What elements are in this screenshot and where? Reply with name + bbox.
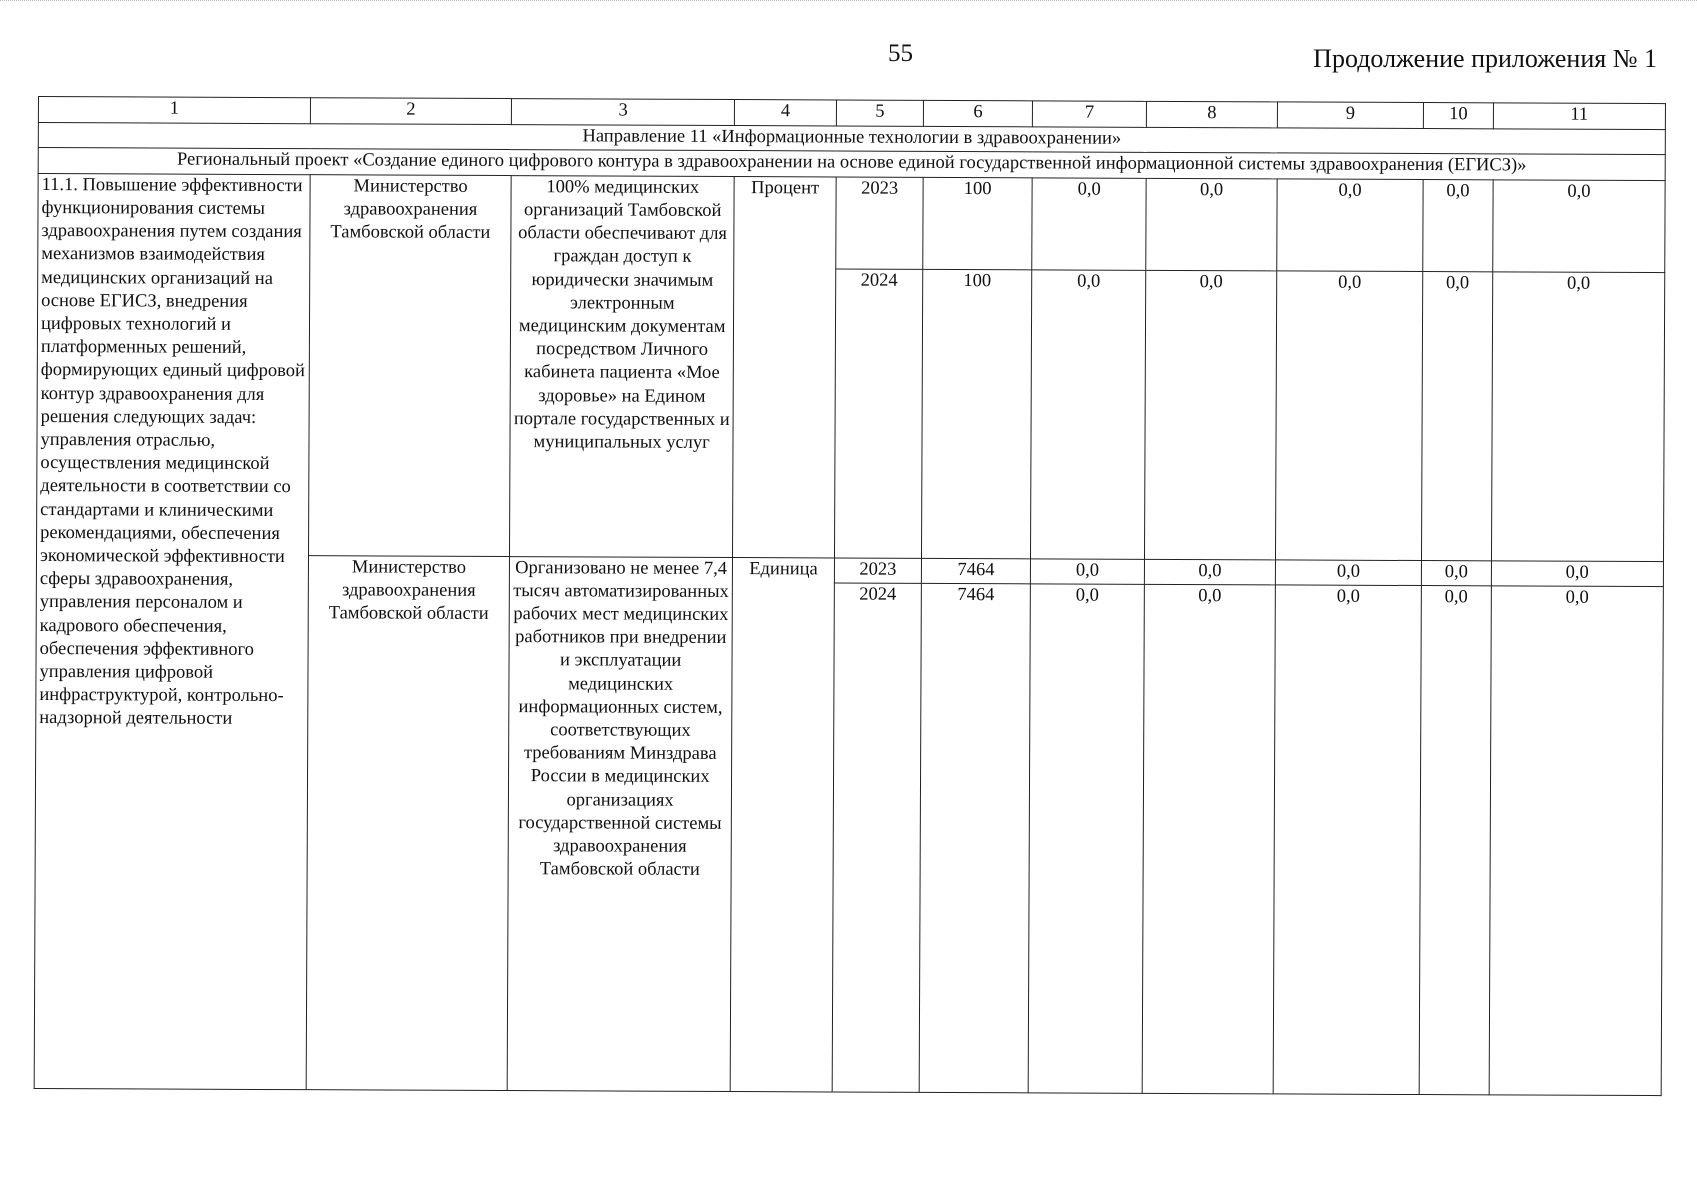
value-cell: 0,0 [1275,559,1421,585]
value-cell: 0,0 [1492,180,1665,273]
value-cell: 0,0 [1028,584,1144,1093]
column-number: 11 [1493,103,1665,129]
indicators-table [34,96,1666,1096]
value-cell: 0,0 [1275,271,1423,560]
indicator-cell: 100% медицинских организаций Тамбовской области обеспечивают для граждан доступ к юридически значимым электронным медицинским документам посредством Личного кабинета пациента «Мое здоровье» на Едином портале государственных и муниципальных услуг [510,175,735,557]
value-cell: 0,0 [1489,586,1664,1096]
year-cell: 2023 [834,558,921,584]
value-cell: 0,0 [1146,178,1277,271]
value-cell: 7464 [921,558,1030,584]
value-cell: 0,0 [1422,271,1493,560]
value-cell: 0,0 [1491,560,1663,586]
value-cell: 0,0 [1277,179,1424,272]
executor-cell: Министерство здравоохранения Тамбовской области [308,174,511,556]
year-cell: 2024 [834,269,922,558]
unit-cell: Процент [733,176,836,557]
value-cell: 0,0 [1030,558,1144,584]
year-cell: 2024 [832,583,921,1092]
value-cell: 0,0 [1419,586,1491,1095]
column-number: 9 [1277,102,1423,128]
executor-cell: Министерство здравоохранения Тамбовской области [306,555,510,1090]
value-cell: 0,0 [1032,178,1147,271]
year-cell: 2023 [836,177,924,269]
value-cell: 100 [922,269,1032,558]
column-number: 3 [512,99,735,126]
unit-cell: Единица [730,557,834,1092]
appendix-note: Продолжение приложения № 1 [1313,44,1657,73]
value-cell: 100 [923,177,1032,269]
value-cell: 0,0 [1145,559,1276,585]
value-cell: 0,0 [1491,272,1665,562]
column-number: 7 [1032,101,1146,127]
page-number: 55 [888,40,913,67]
column-number: 10 [1424,103,1494,129]
project-title: Региональный проект «Создание единого цифрового контура в здравоохранении на основе единой государственной информационной системы здравоохранения (ЕГИСЗ)» [38,148,1665,181]
value-cell: 0,0 [1030,270,1145,559]
value-cell: 0,0 [1422,560,1492,586]
value-cell: 7464 [919,584,1030,1093]
column-number: 6 [923,100,1032,126]
value-cell: 0,0 [1423,179,1493,271]
indicator-cell: Организовано не менее 7,4 тысяч автоматизированных рабочих мест медицинских работников при внедрении и эксплуатации медицинских информационных систем, соответствующих требованиям Минздрава России в медицинских организациях государственной системы здравоохранения Тамбовской области [507,556,732,1091]
column-number: 2 [310,98,511,124]
column-number: 5 [836,100,923,126]
value-cell: 0,0 [1273,585,1422,1094]
direction-title: Направление 11 «Информационные технологии в здравоохранении» [38,122,1665,155]
table-row [38,173,1665,272]
scan-edge [0,0,1697,7]
value-cell: 0,0 [1145,270,1277,559]
column-number: 8 [1147,101,1278,127]
column-number: 1 [38,97,310,124]
column-number: 4 [735,100,837,126]
value-cell: 0,0 [1142,584,1275,1093]
goal-cell: 11.1. Повышение эффективности функционирования системы здравоохранения путем создания механизмов взаимодействия медицинских организаций на основе ЕГИСЗ, внедрения цифровых технологий и платформенных решений, формирующих единый цифровой контур здравоохранения для решения следующих задач: управления отраслью, осуществления медицинской деятельности в соответствии со стандартами и клиническими рекомендациями, обеспечения экономической эффективности сферы здравоохранения, управления персоналом и кадрового обеспечения, обеспечения эффективного управления цифровой инфраструктурой, контрольно-надзорной деятельности [34,173,310,1089]
